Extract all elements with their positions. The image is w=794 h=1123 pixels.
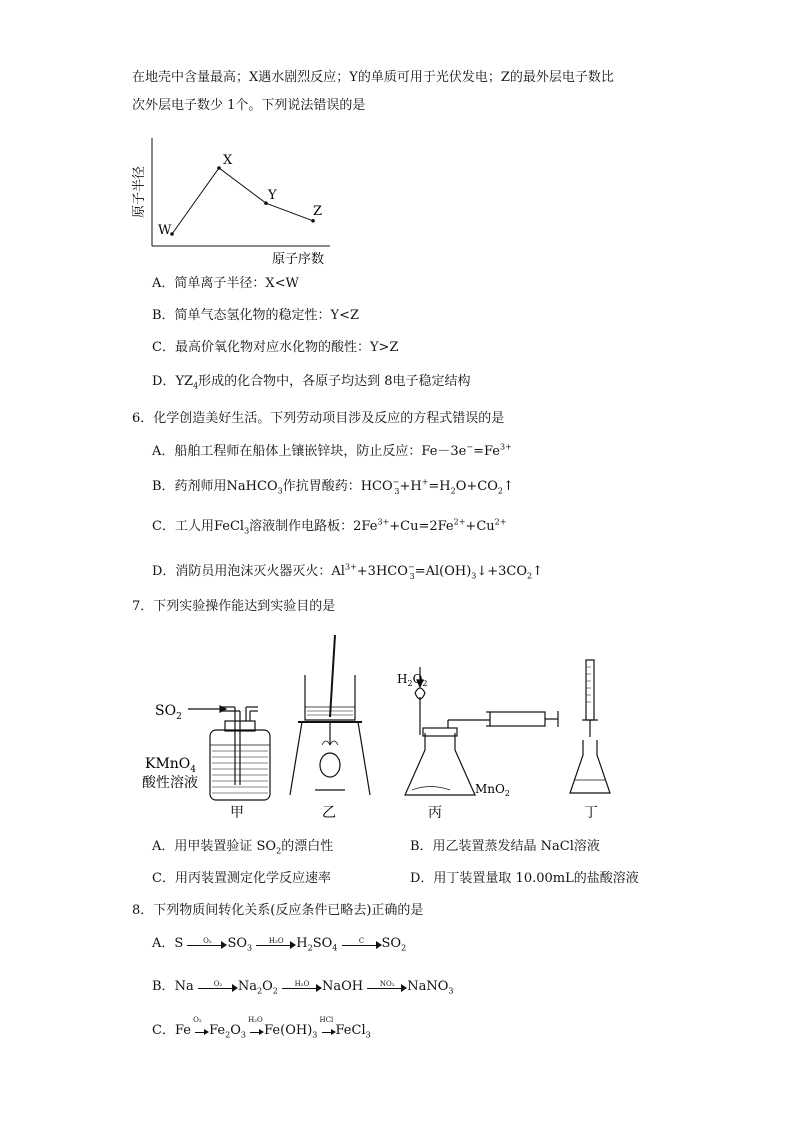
q8-option-b: B．Na O₂ $Na_2O_2$ H₂O NaOH NO₂ NaNO$_3$	[152, 979, 454, 996]
q7-option-a: A．用甲装置验证 $SO_2$的漂白性	[152, 839, 334, 856]
label-kmno4: KMnO$_4$	[145, 756, 197, 775]
apparatus-ding	[570, 660, 610, 793]
q8-option-c: C．Fe O₂ $Fe_2O_3$ H₂O $Fe(OH)_3$ HCl FeCl$_3$	[152, 1015, 371, 1040]
q5-option-a: A．简单离子半径：X<W	[152, 276, 299, 291]
chart-point-x	[217, 166, 221, 170]
q5-option-d: D．$YZ_4$形成的化合物中，各原子均达到 8电子稳定结构	[152, 374, 471, 391]
q7-stem: 7．下列实验操作能达到实验目的是	[132, 599, 336, 614]
chart-point-label-z: Z	[313, 203, 323, 219]
label-h2o2: $H_2O_2$	[397, 672, 428, 688]
chart-point-label-x: X	[223, 153, 233, 168]
chart-ylabel: 原子半径	[132, 165, 147, 219]
chart-series-line	[172, 168, 313, 234]
apparatus-bing	[405, 667, 558, 795]
reaction-arrow: H₂O	[256, 938, 296, 950]
reaction-arrow: H₂O	[282, 981, 322, 993]
apparatus-yi	[290, 635, 370, 795]
chart-point-z	[311, 219, 315, 223]
atomic-radius-chart	[130, 130, 340, 270]
label-mno2: MnO$_2$	[475, 782, 510, 798]
q6-option-c: C．工人用FeCl$_3$溶液制作电路板：$2Fe^{3+}+Cu=2Fe^{2+}+Cu^{2+}$	[152, 517, 507, 536]
experiment-apparatus-figure	[142, 625, 620, 825]
chart-xlabel: 原子序数	[271, 252, 325, 267]
reaction-arrow: NO₂	[367, 981, 407, 993]
q6-option-b: B．药剂师用NaHCO$_3$作抗胃酸药：$HCO^-_3+H^+=H_2O+CO_2↑$	[152, 477, 514, 496]
intro-line-2: 次外层电子数少 1个。下列说法错误的是	[132, 98, 366, 113]
label-so2: $SO_2$	[155, 703, 182, 722]
reaction-arrow: O₂	[195, 1025, 209, 1037]
q6-stem: 6．化学创造美好生活。下列劳动项目涉及反应的方程式错误的是	[132, 411, 505, 426]
q8-option-a: A．S O₂ $SO_3$ H₂O $H_2SO_4$ C $SO_2$	[152, 936, 407, 953]
intro-line-1: 在地壳中含量最高；X遇水剧烈反应；Y的单质可用于光伏发电；Z的最外层电子数比	[132, 70, 614, 85]
apparatus-jia	[188, 706, 270, 800]
q6-option-a: A．船舶工程师在船体上镶嵌锌块，防止反应：$Fe-3e^-=Fe^{3+}$	[152, 442, 512, 459]
q7-option-b: B．用乙装置蒸发结晶 NaCl溶液	[410, 839, 600, 854]
reaction-arrow: O₂	[187, 938, 227, 950]
label-jia: 甲	[230, 805, 244, 821]
q7-option-d: D．用丁装置量取 10.00mL的盐酸溶液	[410, 871, 639, 886]
label-yi: 乙	[322, 805, 336, 821]
reaction-arrow: O₂	[198, 981, 238, 993]
chart-point-label-w: W	[158, 223, 172, 238]
label-acid-solution: 酸性溶液	[142, 775, 198, 791]
q8-stem: 8．下列物质间转化关系(反应条件已略去)正确的是	[132, 903, 424, 918]
reaction-arrow: C	[342, 938, 382, 950]
q7-option-c: C．用丙装置测定化学反应速率	[152, 871, 331, 886]
label-bing: 丙	[428, 805, 442, 821]
q6-option-d: D．消防员用泡沫灭火器灭火：$Al^{3+}+3HCO^-_3=Al(OH)_3↓+3CO_2↑$	[152, 562, 544, 581]
reaction-arrow: H₂O	[250, 1025, 264, 1037]
q5-option-b: B．简单气态氢化物的稳定性：Y<Z	[152, 308, 360, 323]
q5-option-c: C．最高价氧化物对应水化物的酸性：Y>Z	[152, 340, 399, 355]
label-ding: 丁	[584, 805, 598, 821]
reaction-arrow: HCl	[322, 1025, 336, 1037]
chart-point-label-y: Y	[268, 188, 277, 204]
